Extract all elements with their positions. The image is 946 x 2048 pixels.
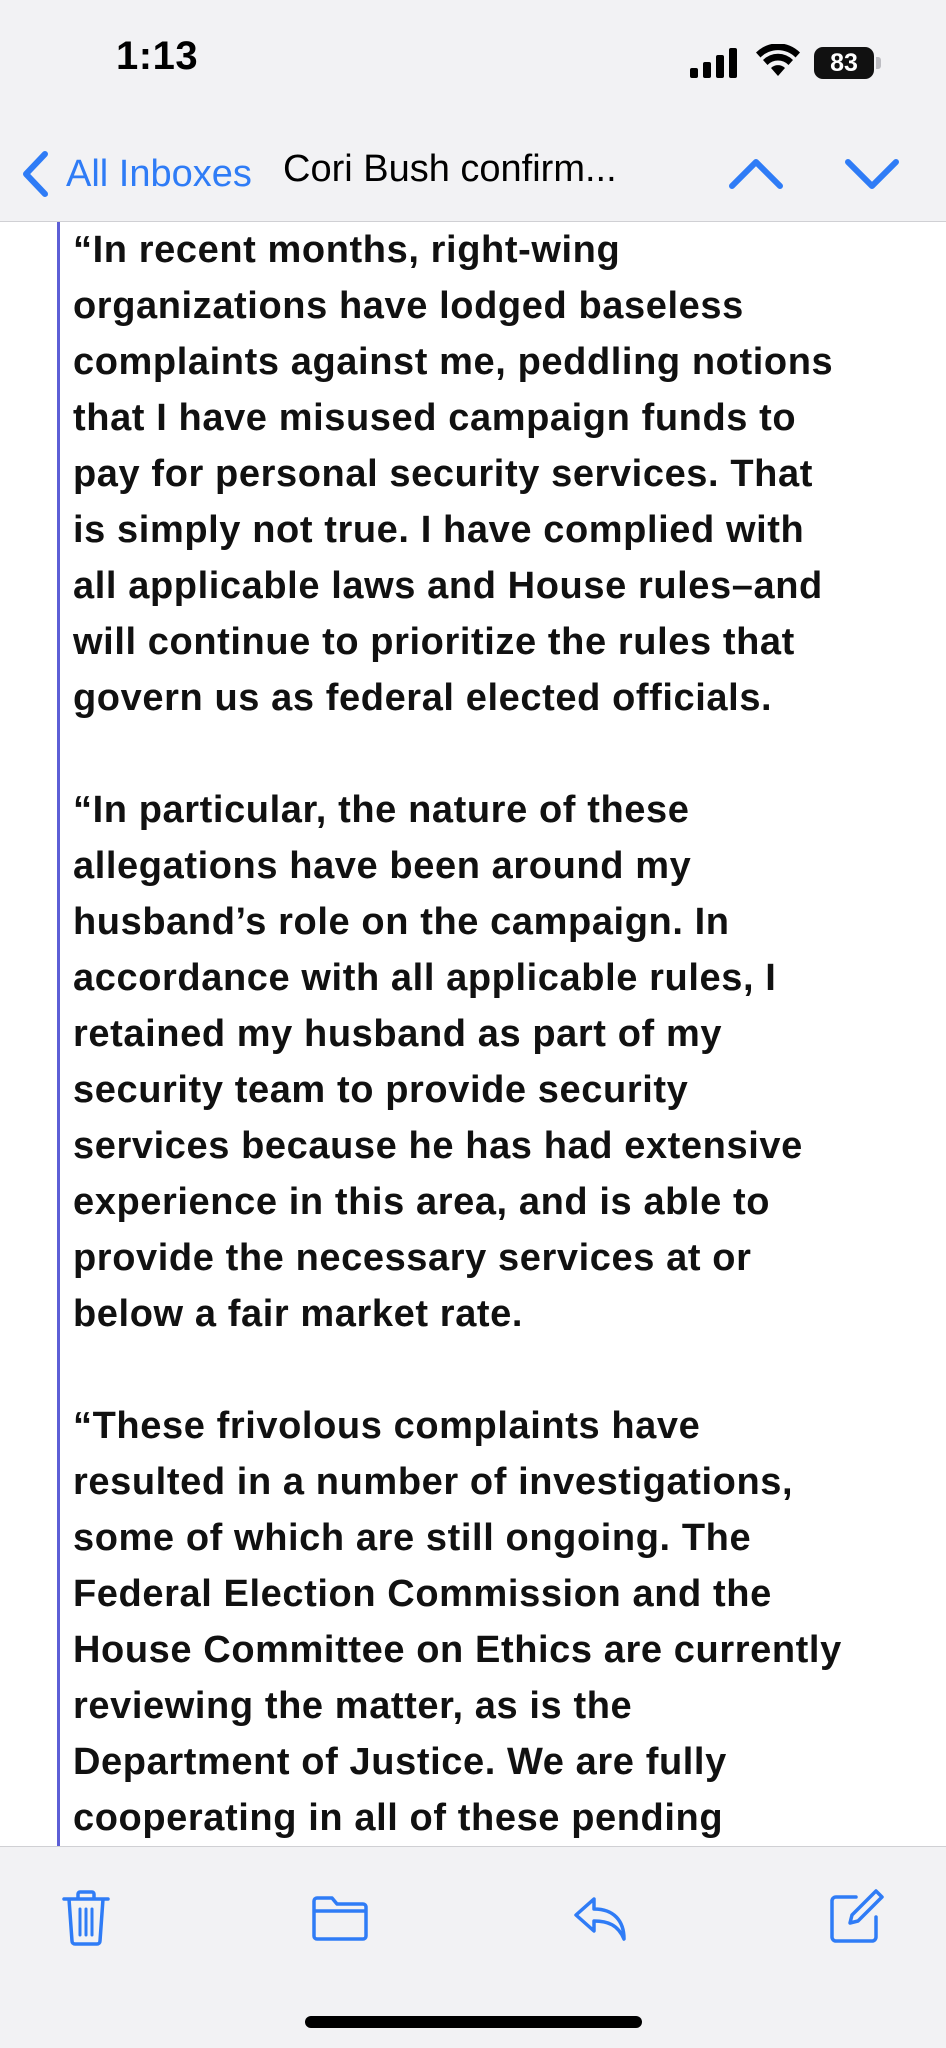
reply-button[interactable]: [570, 1887, 630, 1947]
paragraph: [73, 782, 933, 1342]
paragraph: [73, 222, 933, 726]
text-line: “These frivolous complaints have: [73, 1405, 701, 1447]
chevron-down-icon: [842, 144, 902, 204]
status-bar: [0, 0, 946, 130]
text-line: below a fair market rate.: [73, 1293, 524, 1335]
trash-button[interactable]: [56, 1887, 116, 1947]
chevron-left-icon: [18, 149, 52, 199]
text-line: security team to provide security: [73, 1069, 689, 1111]
status-time: 1:13: [116, 34, 199, 78]
folder-icon: [310, 1887, 370, 1947]
battery-level: 83: [814, 47, 874, 79]
text-line: is simply not true. I have complied with: [73, 509, 805, 551]
text-line: services because he has had extensive: [73, 1125, 803, 1167]
navigation-bar: [0, 130, 946, 222]
text-line: experience in this area, and is able to: [73, 1181, 771, 1223]
paragraph: [73, 1398, 933, 1846]
text-line: govern us as federal elected officials.: [73, 677, 773, 719]
battery-cap: [876, 57, 881, 69]
trash-icon: [56, 1887, 116, 1947]
quoted-text: [73, 222, 933, 1846]
text-line: allegations have been around my: [73, 845, 692, 887]
text-line: that I have misused campaign funds to: [73, 397, 797, 439]
text-line: Federal Election Commission and the: [73, 1573, 772, 1615]
text-line: accordance with all applicable rules, I: [73, 957, 777, 999]
cellular-signal-icon: [690, 48, 738, 78]
text-line: resulted in a number of investigations,: [73, 1461, 794, 1503]
text-line: some of which are still ongoing. The: [73, 1517, 752, 1559]
compose-icon: [826, 1887, 886, 1947]
text-line: will continue to prioritize the rules that: [73, 621, 795, 663]
previous-message-button[interactable]: [726, 144, 786, 204]
battery-icon: [814, 47, 882, 79]
text-line: retained my husband as part of my: [73, 1013, 723, 1055]
back-button-label: All Inboxes: [66, 152, 252, 195]
text-line: pay for personal security services. That: [73, 453, 813, 495]
text-line: reviewing the matter, as is the: [73, 1685, 633, 1727]
text-line: husband’s role on the campaign. In: [73, 901, 730, 943]
text-line: cooperating in all of these pending: [73, 1797, 724, 1839]
reply-icon: [570, 1887, 630, 1947]
next-message-button[interactable]: [842, 144, 902, 204]
quote-bar: [57, 222, 60, 1846]
text-line: Department of Justice. We are fully: [73, 1741, 727, 1783]
text-line: “In particular, the nature of these: [73, 789, 690, 831]
message-body: [0, 222, 946, 1846]
text-line: organizations have lodged baseless: [73, 285, 744, 327]
chevron-up-icon: [726, 144, 786, 204]
back-button[interactable]: [18, 144, 252, 204]
text-line: House Committee on Ethics are currently: [73, 1629, 842, 1671]
home-indicator[interactable]: [305, 2016, 642, 2028]
compose-button[interactable]: [826, 1887, 886, 1947]
text-line: “In recent months, right-wing: [73, 229, 621, 271]
text-line: all applicable laws and House rules–and: [73, 565, 823, 607]
move-to-folder-button[interactable]: [310, 1887, 370, 1947]
wifi-icon: [756, 44, 800, 78]
message-subject-title: Cori Bush confirm...: [283, 148, 617, 190]
text-line: provide the necessary services at or: [73, 1237, 752, 1279]
text-line: complaints against me, peddling notions: [73, 341, 834, 383]
